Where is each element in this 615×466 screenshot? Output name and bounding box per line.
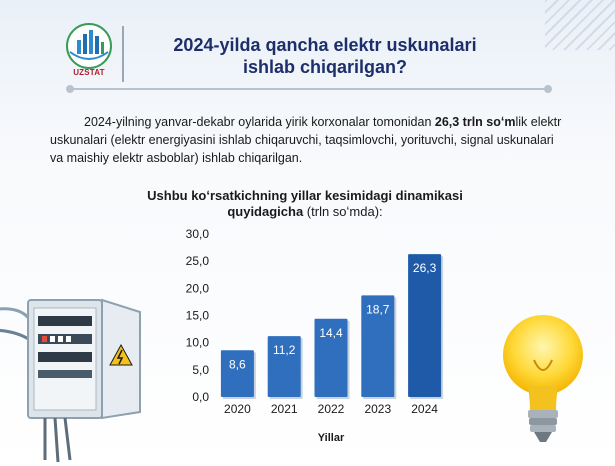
x-tick-label: 2020 [224,402,251,416]
x-axis-label: Yillar [317,432,345,444]
y-tick-label: 10,0 [185,335,209,350]
y-tick-label: 5,0 [192,362,209,377]
y-tick-label: 20,0 [185,281,209,296]
bar-value-label: 11,2 [272,343,296,358]
bar-value-label: 18,7 [366,302,390,317]
light-bulb-icon [488,300,598,466]
y-tick-label: 30,0 [185,227,209,241]
y-tick-label: 15,0 [185,308,209,323]
x-tick-label: 2022 [317,402,345,416]
bar-value-label: 14,4 [319,325,343,340]
intro-text-2: lik elektr uskunalari (elektr energiyasini ishlab chiqaruvchi, taqsimlovchi, yorituvchi, signal uskunalari va maishiy elektr asboblar) ishlab chiqarilgan. [50,115,562,165]
x-tick-label: 2023 [364,402,392,416]
y-tick-label: 25,0 [185,254,209,269]
electrical-cabinet-icon [0,290,150,466]
bar-value-label: 26,3 [412,261,437,276]
title-line-1: 2024-yilda qancha elektr uskunalari [173,35,477,55]
bar [408,254,441,397]
x-tick-label: 2024 [411,402,438,416]
chart-title-line-1: Ushbu koʻrsatkichning yillar kesimidagi dinamikasi [147,188,463,203]
y-tick-label: 0,0 [192,390,209,404]
bar-value-label: 8,6 [229,357,246,372]
chart-title-unit: (trln soʻmda): [303,204,383,219]
intro-text-1: 2024-yilning yanvar-dekabr oylarida yirik korxonalar tomonidan [84,115,435,129]
x-tick-label: 2021 [270,402,298,416]
title-line-2: ishlab chiqarilgan? [242,57,408,77]
intro-highlight: 26,3 trln soʻm [434,115,516,129]
chart-title-bold: quyidagicha [227,204,304,219]
logo-label: UZSTAT [73,68,105,77]
